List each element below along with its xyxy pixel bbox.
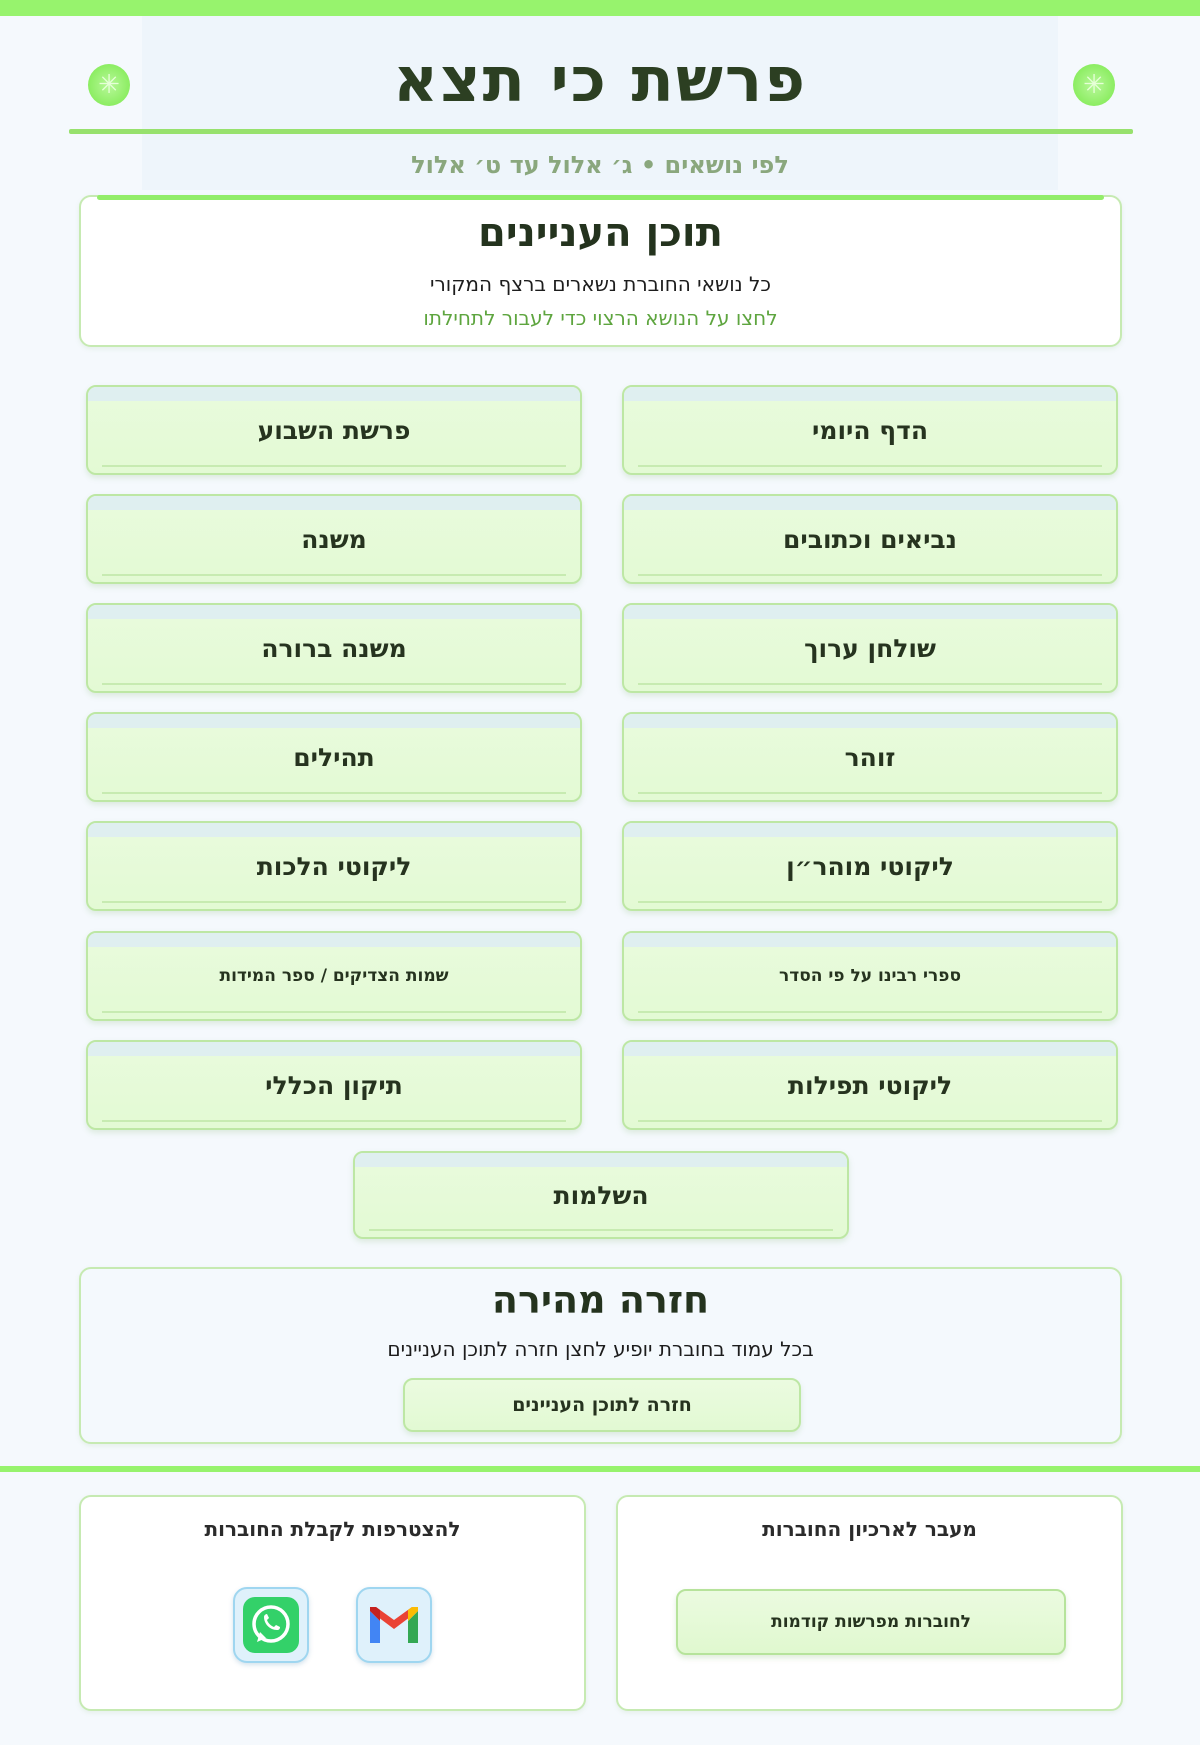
topic-label: תהילים (293, 742, 375, 772)
topic-button-likutei-tefilot[interactable] (622, 1040, 1118, 1130)
toc-description: כל נושאי החוברת נשארים ברצף המקורי (430, 272, 771, 296)
topic-button-tikun-haklali[interactable] (86, 1040, 582, 1130)
join-card (79, 1495, 586, 1711)
topic-button-shemot-hatzadikim[interactable] (86, 931, 582, 1021)
lime-slice-icon: ✳ (1073, 64, 1115, 106)
gmail-icon[interactable] (356, 1587, 432, 1663)
topic-label: משנה ברורה (261, 633, 407, 663)
topic-label: השלמות (553, 1180, 649, 1210)
toc-card (79, 195, 1122, 347)
toc-title: תוכן העניינים (478, 210, 723, 256)
topic-label: שולחן ערוך (804, 633, 936, 663)
whatsapp-logo (242, 1596, 300, 1654)
topic-label: ליקוטי מוהר״ן (786, 851, 954, 881)
topic-label: ספרי רבינו על פי הסדר (778, 966, 962, 986)
topic-label: פרשת השבוע (257, 415, 411, 445)
topic-button-zohar[interactable] (622, 712, 1118, 802)
topic-button-sifrei-rabeinu[interactable] (622, 931, 1118, 1021)
page-subtitle: לפי נושאים • ג׳ אלול עד ט׳ אלול (411, 151, 789, 179)
topic-button-mishna-brura[interactable] (86, 603, 582, 693)
topic-button-hashlamot[interactable] (353, 1151, 849, 1239)
lime-slice-icon: ✳ (88, 64, 130, 106)
page-title: פרשת כי תצא (393, 43, 807, 116)
topic-button-shulchan-aruch[interactable] (622, 603, 1118, 693)
quick-review-card (79, 1267, 1122, 1444)
topic-label: הדף היומי (812, 415, 929, 445)
quick-review-title: חזרה מהירה (491, 1278, 710, 1322)
topic-label: נביאים וכתובים (782, 524, 958, 554)
toc-card-accent (97, 195, 1104, 200)
topic-label: זוהר (844, 742, 896, 772)
topic-button-likutei-moharan[interactable] (622, 821, 1118, 911)
topic-label: תיקון הכללי (265, 1070, 403, 1100)
back-to-toc-label: חזרה לתוכן העניינים (512, 1394, 692, 1416)
header-divider (69, 129, 1133, 134)
whatsapp-icon[interactable] (233, 1587, 309, 1663)
topic-label: משנה (301, 524, 367, 554)
quick-review-text: בכל עמוד בחוברת יופיע לחצן חזרה לתוכן העניינים (387, 1337, 814, 1361)
topic-button-tehilim[interactable] (86, 712, 582, 802)
topic-label: שמות הצדיקים / ספר המידות (219, 966, 449, 986)
previous-booklets-button[interactable] (676, 1589, 1066, 1655)
gmail-logo (366, 1603, 422, 1647)
topic-label: ליקוטי תפילות (787, 1070, 953, 1100)
topic-label: ליקוטי הלכות (256, 851, 412, 881)
archive-card (616, 1495, 1123, 1711)
topic-button-likutei-halachot[interactable] (86, 821, 582, 911)
section-divider (0, 1466, 1200, 1472)
join-title: להצטרפות לקבלת החוברות (204, 1517, 461, 1541)
back-to-toc-button[interactable] (403, 1378, 801, 1432)
previous-booklets-label: לחוברות מפרשות קודמות (771, 1612, 971, 1632)
topic-button-parashat-hashavua[interactable] (86, 385, 582, 475)
archive-title: מעבר לארכיון החוברות (762, 1517, 977, 1541)
topic-button-neviim-uchtuvim[interactable] (622, 494, 1118, 584)
topic-button-daf-yomi[interactable] (622, 385, 1118, 475)
topic-button-mishna[interactable] (86, 494, 582, 584)
top-accent-bar (0, 0, 1200, 16)
toc-instruction: לחצו על הנושא הרצוי כדי לעבור לתחילתו (423, 306, 778, 330)
